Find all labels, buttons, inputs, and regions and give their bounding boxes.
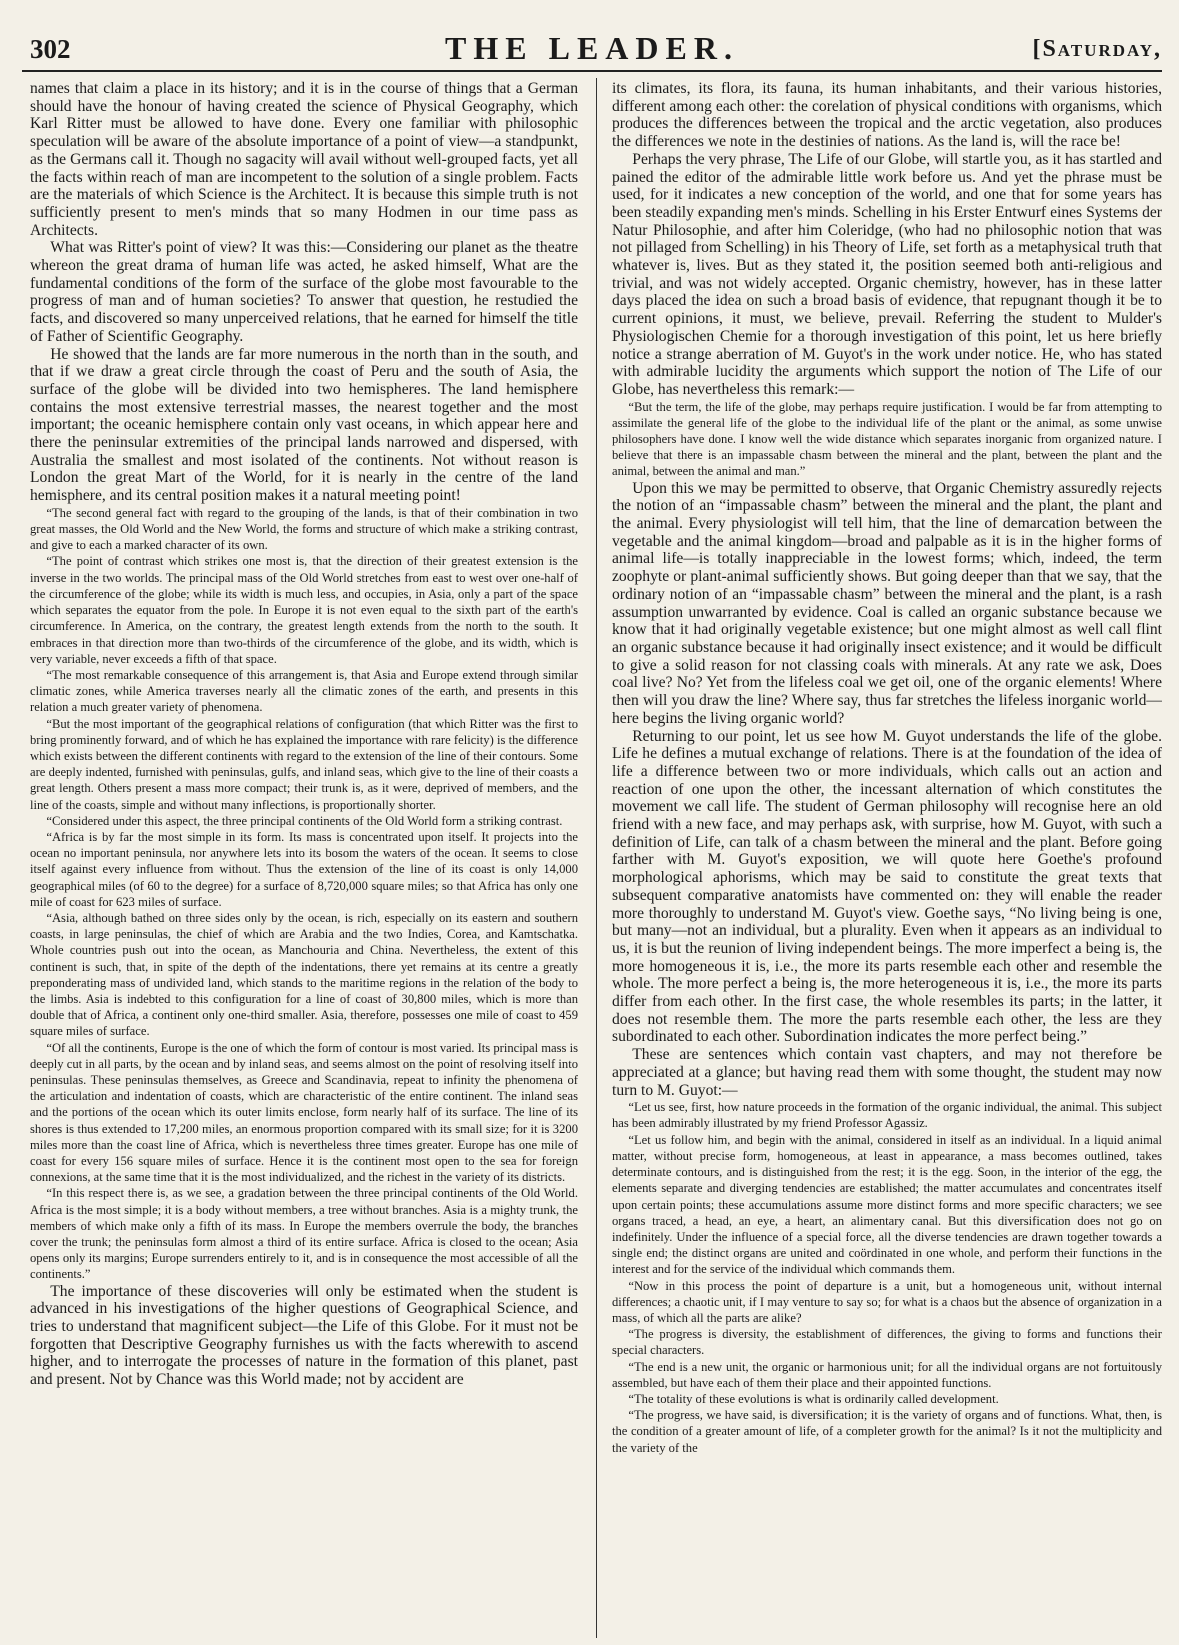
paragraph: The importance of these discoveries will only be estimated when the student is advanced in his investigations of the higher questions of Geographical Science, and tries to understand that magnificent subject—the Life of this Globe. For it must not be forgotten that Descriptive Geography furnishes us with the facts wherewith to ascend higher, and to interrogate the processes of nature in the formation of this planet, past and present. Not by Chance was this World made; not by accident are bbox=[30, 1282, 578, 1389]
paragraph: “In this respect there is, as we see, a gradation between the three principal continents of the Old World. Africa is the most simple; it is a body without members, a tree without branches. Asia is a mighty trunk, the members of which make only a fifth of its mass. In Europe the members overrule the body, the branches cover the trunk; the peninsulas form almost a third of its entire surface. Africa is closed to the ocean; Asia opens only its margins; Europe surrenders entirely to it, and is in consequence the most accessible of all the continents.” bbox=[30, 1186, 578, 1282]
paragraph: “The most remarkable consequence of this arrangement is, that Asia and Europe extend through similar climatic zones, while America traverses nearly all the climatic zones of the earth, and presents in this relation a much greater variety of phenomena. bbox=[30, 667, 578, 715]
paragraph: “Let us see, first, how nature proceeds in the formation of the organic individual, the animal. This subject has been admirably illustrated by my friend Professor Agassiz. bbox=[612, 1100, 1162, 1131]
paragraph: its climates, its flora, its fauna, its human inhabitants, and their various histories, different among each other: the corelation of physical conditions with organisms, which produces the differences between the tropical and the arctic vegetation, also produces the differences we note in the destinies of nations. As the land is, will the race be! bbox=[612, 80, 1162, 151]
paragraph: “The second general fact with regard to the grouping of the lands, is that of their combination in two great masses, the Old World and the New World, the forms and structure of which make a striking contrast, and give to each a marked character of its own. bbox=[30, 505, 578, 553]
paragraph: Returning to our point, let us see how M. Guyot understands the life of the globe. Life he defines a mutual exchange of relations. There is at the foundation of the idea of life a difference between two or more individuals, which calls out an action and reaction of one upon the other, the incessant alternation of which constitutes the movement we call life. The student of German philosophy will recognise here an old friend with a new face, and may perhaps ask, with surprise, how M. Guyot, with such a definition of Life, can talk of a chasm between the mineral and the plant. Before going farther with M. Guyot's exposition, we will quote here Goethe's profound morphological aphorisms, which may be said to constitute the great texts that subsequent comparative anatomists have commented on: they will enable the reader more thoroughly to understand M. Guyot's view. Goethe says, “No living being is one, but many—not an individual, but a plurality. Even when it appears as an individual to us, it is but the reunion of living independent beings. The more imperfect a being is, the more homogeneous it is, i.e., the more its parts resemble each other and resemble the whole. The more perfect a being is, the more heterogeneous it is, i.e., the more its parts differ from each other. In the first case, the whole resembles its parts; in the latter, it does not resemble them. The more the parts resemble each other, the less are they subordinated to each other. Subordination indicates the more perfect being.” bbox=[612, 727, 1162, 1046]
left-column bbox=[30, 80, 578, 1635]
dateline: [Saturday, bbox=[1032, 36, 1162, 62]
paragraph: “The progress is diversity, the establishment of differences, the giving to forms and functions their special characters. bbox=[612, 1327, 1162, 1358]
paragraph: “Africa is by far the most simple in its form. Its mass is concentrated upon itself. It projects into the ocean no important peninsula, nor anywhere lets into its bosom the waters of the ocean. It seems to close itself against every influence from without. Thus the extension of the line of its coast is only 14,000 geographical miles (of 60 to the degree) for a surface of 8,720,000 square miles; so that Africa has only one mile of coast for 623 miles of surface. bbox=[30, 829, 578, 909]
right-column bbox=[612, 80, 1162, 1635]
paragraph: “The totality of these evolutions is what is ordinarily called development. bbox=[628, 1391, 999, 1406]
paragraph: “The end is a new unit, the organic or harmonious unit; for all the individual organs are not fortuitously assembled, but have each of them their place and their appointed functions. bbox=[612, 1359, 1162, 1390]
paragraph: “Let us follow him, and begin with the animal, considered in itself as an individual. In a liquid animal matter, without precise form, homogeneous, at least in appearance, a mass becomes outlined, takes determinate contours, and is distinguished from the rest; it is the egg. Soon, in the interior of the egg, the elements separate and diverging tendencies are established; the matter accumulates and concentrates itself upon certain points; these accumulations assume more distinct forms and more specific characters; we see organs traced, a head, an eye, a heart, an alimentary canal. But this diversification does not go on indefinitely. Under the influence of a special force, all the diverse tendencies are drawn together towards a single end; the distinct organs are united and coördinated in one whole, and perform their functions in the interest and for the service of the individual which commands them. bbox=[612, 1132, 1162, 1277]
paragraph: “But the most important of the geographical relations of configuration (that which Ritter was the first to bring prominently forward, and of which he has explained the importance with rare felicity) is the difference which exists between the different continents with regard to the extension of the line of their contours. Some are deeply indented, furnished with peninsulas, gulfs, and inland seas, which give to the line of their coasts a great length. Others present a mass more compact; their trunk is, as it were, deprived of members, and the line of the coasts, simple and without many inflections, is proportionally shorter. bbox=[30, 716, 578, 812]
paragraph: Perhaps the very phrase, The Life of our Globe, will startle you, as it has startled and pained the editor of the admirable little work before us. And yet the phrase must be used, for it indicates a new conception of the world, and one that for some years has been steadily expanding men's minds. Schelling in his Erster Entwurf eines Systems der Natur Philosophie, and after him Coleridge, (who had no philosophic notion that was not pillaged from Schelling) in his Theory of Life, set forth as a metaphysical truth that whatever is, lives. But as they stated it, the position seemed both anti-religious and trivial, and was not widely accepted. Organic chemistry, however, has in these latter days placed the idea on such a broad basis of evidence, that repugnant though it be to current opinions, it must, we believe, prevail. Referring the student to Mulder's Physiologischen Chemie for a thorough investigation of this point, let us here briefly notice a strange aberration of M. Guyot's in the work under notice. He, who has stated with admirable lucidity the arguments which support the notion of The Life of our Globe, has nevertheless this remark:— bbox=[612, 150, 1162, 398]
paragraph: “Of all the continents, Europe is the one of which the form of contour is most varied. Its principal mass is deeply cut in all parts, by the ocean and by inland seas, and seems almost on the point of resolving itself into peninsulas. These peninsulas themselves, as Greece and Scandinavia, repeat to infinity the phenomena of the articulation and indentation of coasts, which are characteristic of the entire continent. The inland seas and the portions of the ocean which its outer limits enclose, form nearly half of its surface. The line of its shores is thus extended to 17,200 miles, an enormous proportion compared with its small size; for it is 3200 miles more than the coast line of Africa, which is nevertheless three times greater. Europe has one mile of coast for every 156 square miles of surface. Hence it is the continent most open to the sea for foreign connexions, at the same time that it is the most individualized, and the richest in the variety of its districts. bbox=[30, 1040, 578, 1185]
paragraph: “Asia, although bathed on three sides only by the ocean, is rich, especially on its eastern and southern coasts, in large peninsulas, the chief of which are Arabia and the two Indies, Corea, and Kamtschatka. Whole countries push out into the ocean, as Manchouria and China. Nevertheless, the extent of this continent is such, that, in spite of the depth of the indentations, there yet remains at its centre a greatly preponderating mass of undivided land, which stands to the maritime regions in the relation of the body to the limbs. Asia is indebted to this configuration for a line of coast of 30,800 miles, which is more than double that of Africa, a continent only one-third smaller. Asia, therefore, possesses one mile of coast to 459 square miles of surface. bbox=[30, 910, 578, 1039]
paragraph: He showed that the lands are far more numerous in the north than in the south, and that if we draw a great circle through the coast of Peru and the south of Asia, the surface of the globe will be divided into two hemispheres. The land hemisphere contains the most extensive terrestrial masses, the nearest together and the most important; the oceanic hemisphere contain only vast oceans, in which appear here and there the peninsular extremities of the principal lands narrowed and dispersed, with Australia the smallest and most isolated of the continents. Not without reason is London the great Mart of the World, for it is nearly in the centre of the land hemisphere, and its central position makes it a natural meeting point! bbox=[30, 345, 578, 505]
page-number: 302 bbox=[30, 34, 71, 64]
paragraph: “But the term, the life of the globe, may perhaps require justification. I would be far from attempting to assimilate the general life of the globe to the individual life of the plant or the animal, as some unwise philosophers have done. I know well the wide distance which separates inorganic from organized nature. I believe that there is an impassable chasm between the mineral and the plant, between the plant and the animal, between the animal and man.” bbox=[612, 399, 1162, 479]
paragraph: “The progress, we have said, is diversification; it is the variety of organs and of functions. What, then, is the condition of a greater amount of life, of a completer growth for the animal? Is it not the multiplicity and the variety of the bbox=[612, 1408, 1162, 1455]
paragraph: names that claim a place in its history; and it is in the course of things that a German should have the honour of having created the science of Physical Geography, which Karl Ritter must be allowed to have done. Every one familiar with philosophic speculation will be aware of the absolute importance of a point of view—a standpunkt, as the Germans call it. Though no sagacity will avail without well-grouped facts, yet all the facts within reach of man are incompetent to the solution of a single problem. Facts are the materials of which Science is the Architect. It is because this simple truth is not sufficiently present to men's minds that so many Hodmen in our time pass as Architects. bbox=[30, 80, 578, 239]
column-divider bbox=[596, 78, 597, 1638]
paragraph: Upon this we may be permitted to observe, that Organic Chemistry assuredly rejects the notion of an “impassable chasm” between the mineral and the plant, the plant and the animal. Every physiologist will tell him, that the line of demarcation between the vegetable and the animal kingdom—broad and palpable as it is in the higher forms of animal life—is totally inappreciable in the lowest forms; which, indeed, the term zoophyte or plant-animal sufficiently shows. But going deeper than that we say, that the ordinary notion of an “impassable chasm” between the mineral and the plant, is a rash assumption unwarranted by evidence. Coal is called an organic substance because we know that it had originally vegetable existence; but one might almost as well call flint an organic substance because it had originally insect existence; and it would be difficult to give a solid reason for not classing coals with minerals. At any rate we ask, Does coal live? No? Yet from the lifeless coal we get oil, one of the organic elements! Where then will you draw the line? Where say, thus far stretches the lifeless inorganic world—here begins the living organic world? bbox=[612, 479, 1162, 727]
paragraph: What was Ritter's point of view? It was this:—Considering our planet as the theatre whereon the great drama of human life was acted, he asked himself, What are the fundamental conditions of the form of the surface of the globe most favourable to the progress of man and of human societies? To answer that question, he restudied the facts, and discovered so many unperceived relations, that he earned for himself the title of Father of Scientific Geography. bbox=[30, 239, 578, 345]
paragraph: “The point of contrast which strikes one most is, that the direction of their greatest extension is the inverse in the two worlds. The principal mass of the Old World stretches from east to west over one-half of the circumference of the globe; while its width is much less, and occupies, in Asia, only a part of the space which separates the equator from the pole. In Europe it is not even equal to the sixth part of the earth's circumference. In America, on the contrary, the greatest length extends from the north to the south. It embraces in that direction more than two-thirds of the circumference of the globe, and its width, which is very variable, never exceeds a fifth of that space. bbox=[30, 554, 578, 666]
masthead bbox=[22, 28, 1162, 72]
paragraph: “Considered under this aspect, the three principal continents of the Old World form a striking contrast. bbox=[46, 813, 563, 828]
newspaper-title: THE LEADER. bbox=[445, 30, 739, 66]
paragraph: “Now in this process the point of departure is a unit, but a homogeneous unit, without internal differences; a chaotic unit, if I may venture to say so; for what is a chaos but the absence of organization in a mass, of which all the parts are alike? bbox=[612, 1278, 1162, 1325]
newspaper-page bbox=[22, 0, 1162, 1645]
paragraph: These are sentences which contain vast chapters, and may not therefore be appreciated at a glance; but having read them with some thought, the student may now turn to M. Guyot:— bbox=[612, 1046, 1162, 1099]
